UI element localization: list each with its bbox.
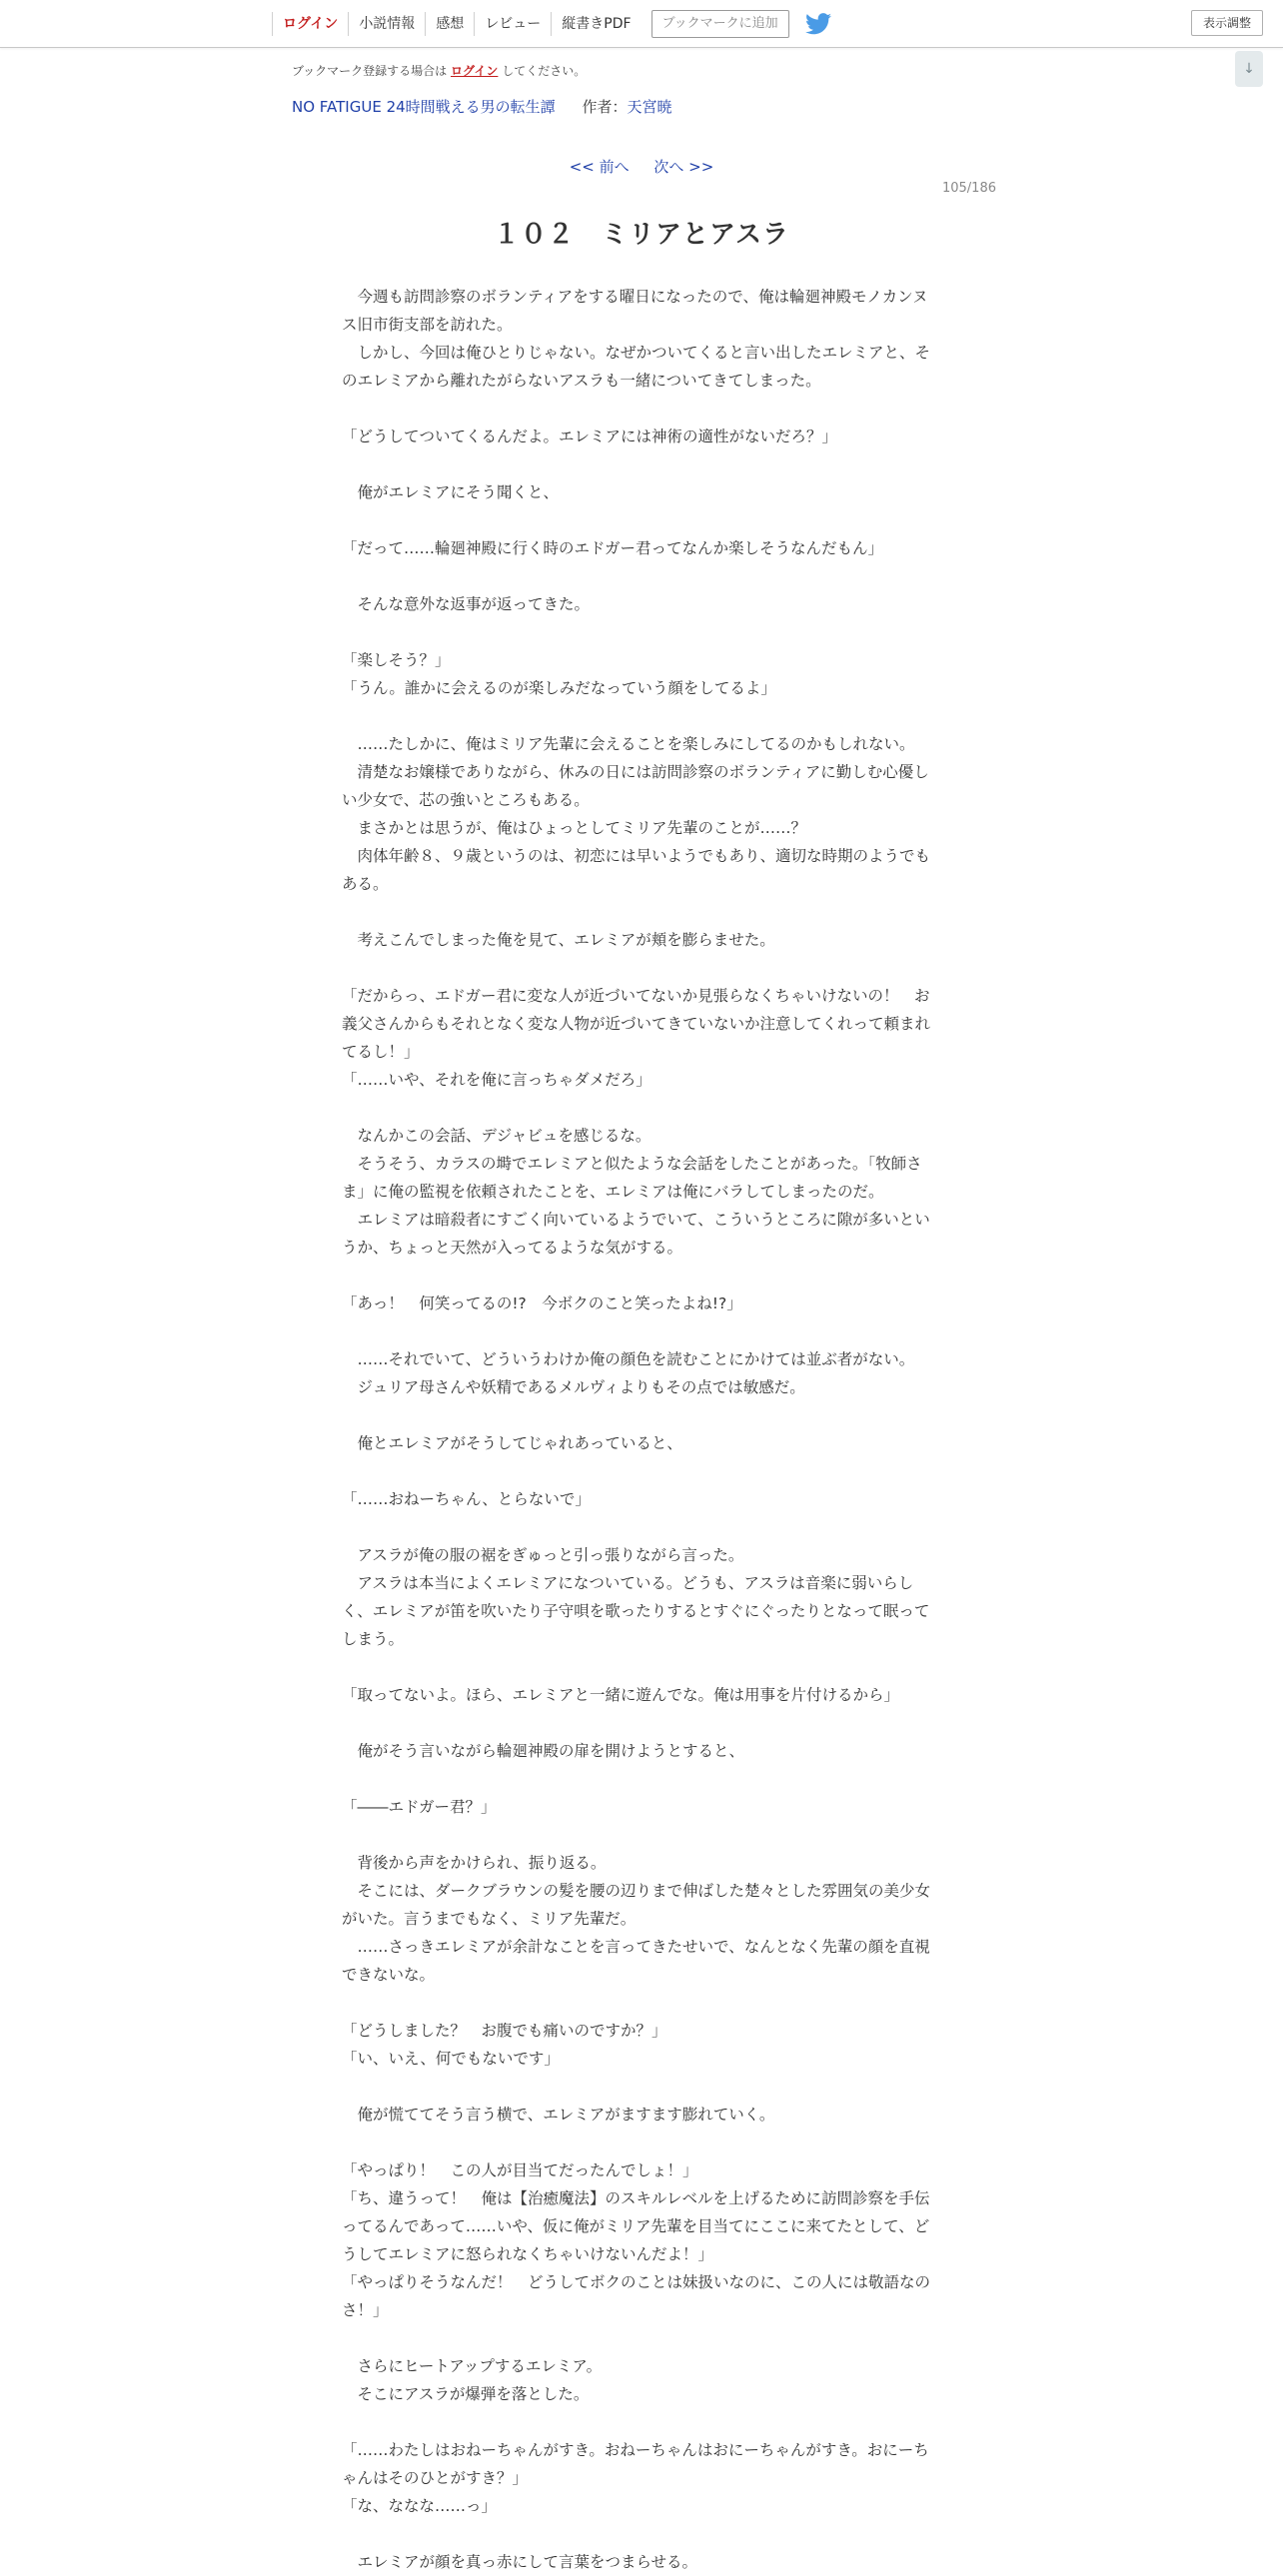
body-line: さらにヒートアップするエレミア。 [342, 2357, 603, 2375]
body-line: 背後から声をかけられ、振り返る。 [342, 1854, 607, 1872]
body-line [342, 1262, 941, 1289]
author-link[interactable]: 天宮暁 [627, 98, 672, 116]
body-line: ……たしかに、俺はミリア先輩に会えることを楽しみにしてるのかもしれない。 [342, 735, 915, 753]
body-line: 「うん。誰かに会えるのが楽しみだなっていう顔をしてるよ」 [342, 679, 776, 697]
body-line [342, 1989, 941, 2017]
body-line: 「……いや、それを俺に言っちゃダメだろ」 [342, 1071, 651, 1089]
next-chapter-link[interactable]: 次へ >> [653, 158, 714, 176]
body-line [342, 395, 941, 423]
nav-login[interactable]: ログイン [272, 12, 348, 36]
body-line [342, 1765, 941, 1793]
body-line: 清楚なお嬢様でありながら、休みの日には訪問診察のボランティアに勤しむ心優しい少女で、芯の強いところもある。 [342, 763, 929, 809]
nav-impressions[interactable]: 感想 [425, 12, 474, 36]
arrow-down-icon: ↓ [1243, 61, 1255, 77]
body-line: 「……わたしはおねーちゃんがすき。おねーちゃんはおにーちゃんがすき。おにーちゃんはそのひとがすき？」 [342, 2441, 929, 2487]
novel-title-link[interactable]: NO FATIGUE 24時間戦える男の転生譚 [292, 98, 556, 116]
author-label: 作者： [582, 98, 628, 116]
body-line: 今週も訪問診察のボランティアをする曜日になったので、俺は輪廻神殿モノカンヌス旧市街支部を訪れた。 [342, 288, 928, 334]
body-line: そこにアスラが爆弾を落とした。 [342, 2385, 590, 2403]
body-line: 俺がエレミアにそう聞くと、 [342, 483, 560, 501]
body-line: 俺とエレミアがそうしてじゃれあっていると、 [342, 1434, 682, 1452]
display-settings-button[interactable]: 表示調整 [1191, 10, 1263, 36]
prev-chapter-link[interactable]: << 前へ [569, 158, 630, 176]
body-line: 「やっぱり！ この人が目当てだったんでしょ！」 [342, 2161, 698, 2179]
notice-prefix: ブックマーク登録する場合は [292, 64, 448, 78]
body-line: 「どうしてついてくるんだよ。エレミアには神術の適性がないだろ？」 [342, 428, 838, 445]
body-line: 「取ってないよ。ほら、エレミアと一緒に遊んでな。俺は用事を片付けるから」 [342, 1686, 900, 1704]
bookmark-notice [292, 62, 586, 79]
nav-review[interactable]: レビュー [474, 12, 551, 36]
add-bookmark-button[interactable]: ブックマークに追加 [651, 10, 789, 38]
site-header [0, 0, 1283, 48]
body-line [342, 2073, 941, 2101]
body-line [342, 954, 941, 982]
twitter-icon[interactable] [805, 13, 831, 35]
body-line [342, 898, 941, 926]
chapter-title: １０２ ミリアとアスラ [494, 220, 789, 250]
body-line: エレミアは暗殺者にすごく向いているようでいて、こういうところに隙が多いというか、ちょっと天然が入ってるような気がする。 [342, 1211, 930, 1257]
body-line: 「な、ななな……っ」 [342, 2497, 498, 2515]
body-line: 「だって……輪廻神殿に行く時のエドガー君ってなんか楽しそうなんだもん」 [342, 539, 884, 557]
body-line [342, 506, 941, 534]
body-line: アスラが俺の服の裾をぎゅっと引っ張りながら言った。 [342, 1546, 744, 1564]
body-line: 俺がそう言いながら輪廻神殿の扉を開けようとすると、 [342, 1742, 745, 1760]
body-line [342, 2408, 941, 2436]
body-line: ……それでいて、どういうわけか俺の顔色を読むことにかけては並ぶ者がない。 [342, 1350, 915, 1368]
body-line: 「――エドガー君？」 [342, 1798, 497, 1816]
body-line: そんな意外な返事が返ってきた。 [342, 595, 591, 613]
body-line: 「い、いえ、何でもないです」 [342, 2050, 560, 2068]
body-line: そこには、ダークブラウンの髪を腰の辺りまで伸ばした楚々とした雰囲気の美少女がいた。言うまでもなく、ミリア先輩だ。 [342, 1882, 931, 1928]
body-line [342, 1513, 941, 1541]
body-line: しかし、今回は俺ひとりじゃない。なぜかついてくると言い出したエレミアと、そのエレミアから離れたがらないアスラも一緒についてきてしまった。 [342, 344, 931, 390]
body-line: 「やっぱりそうなんだ！ どうしてボクのことは妹扱いなのに、この人には敬語なのさ！」 [342, 2273, 931, 2319]
body-line: まさかとは思うが、俺はひょっとしてミリア先輩のことが……？ [342, 819, 807, 837]
body-line [342, 1094, 941, 1122]
nav-vertical-pdf[interactable]: 縦書きPDF [551, 12, 641, 36]
body-line [342, 1821, 941, 1849]
body-line [342, 2129, 941, 2156]
body-line: エレミアが顔を真っ赤にして言葉をつまらせる。 [342, 2553, 698, 2571]
body-line: ジュリア母さんや妖精であるメルヴィよりもその点では敏感だ。 [342, 1378, 805, 1396]
body-line: アスラは本当によくエレミアになついている。どうも、アスラは音楽に弱いらしく、エレミアが笛を吹いたり子守唄を歌ったりするとすぐにぐったりとなって眠ってしまう。 [342, 1574, 930, 1648]
body-line [342, 2520, 941, 2548]
body-line [342, 1709, 941, 1737]
chapter-body [342, 283, 941, 2576]
header-nav [272, 12, 831, 36]
body-line [342, 2324, 941, 2352]
body-line [342, 1457, 941, 1485]
body-line: 肉体年齢８、９歳というのは、初恋には早いようでもあり、適切な時期のようでもある。 [342, 847, 931, 893]
body-line: 「だからっ、エドガー君に変な人が近づいてないか見張らなくちゃいけないの！ お義父さんからもそれとなく変な人物が近づいてきていないか注意してくれって頼まれてるし！」 [342, 987, 931, 1061]
body-line: 俺が慌ててそう言う横で、エレミアがますます膨れていく。 [342, 2106, 775, 2124]
chapter-count: 105/186 [941, 181, 996, 196]
body-line [342, 1653, 941, 1681]
chapter-pager [0, 156, 1283, 177]
body-line: 「あっ！ 何笑ってるの!? 今ボクのこと笑ったよね!?」 [342, 1294, 742, 1312]
body-line [342, 562, 941, 590]
notice-login-link[interactable]: ログイン [451, 64, 499, 78]
body-line: 「……おねーちゃん、とらないで」 [342, 1490, 591, 1508]
body-line [342, 1401, 941, 1429]
nav-novel-info[interactable]: 小説情報 [348, 12, 425, 36]
body-line [342, 618, 941, 646]
body-line: そうそう、カラスの塒でエレミアと似たような会話をしたことがあった。「牧師さま」に俺の監視を依頼されたことを、エレミアは俺にバラしてしまったのだ。 [342, 1155, 922, 1201]
body-line [342, 450, 941, 478]
body-line [342, 1317, 941, 1345]
notice-suffix: してください。 [502, 64, 587, 78]
scroll-down-button[interactable] [1235, 51, 1263, 87]
body-line: なんかこの会話、デジャビュを感じるな。 [342, 1127, 651, 1145]
body-line: 「ち、違うって！ 俺は【治癒魔法】のスキルレベルを上げるために訪問診察を手伝ってるんであって……いや、仮に俺がミリア先輩を目当てにここに来てたとして、どうしてエレミアに怒られなくちゃいけないんだよ！」 [342, 2189, 930, 2263]
body-line: 考えこんでしまった俺を見て、エレミアが頬を膨らませた。 [342, 931, 775, 949]
body-line: ……さっきエレミアが余計なことを言ってきたせいで、なんとなく先輩の顔を直視できないな。 [342, 1938, 930, 1984]
novel-info-line [292, 96, 671, 117]
body-line [342, 702, 941, 730]
body-line: 「楽しそう？」 [342, 651, 451, 669]
body-line: 「どうしました？ お腹でも痛いのですか？」 [342, 2022, 667, 2040]
